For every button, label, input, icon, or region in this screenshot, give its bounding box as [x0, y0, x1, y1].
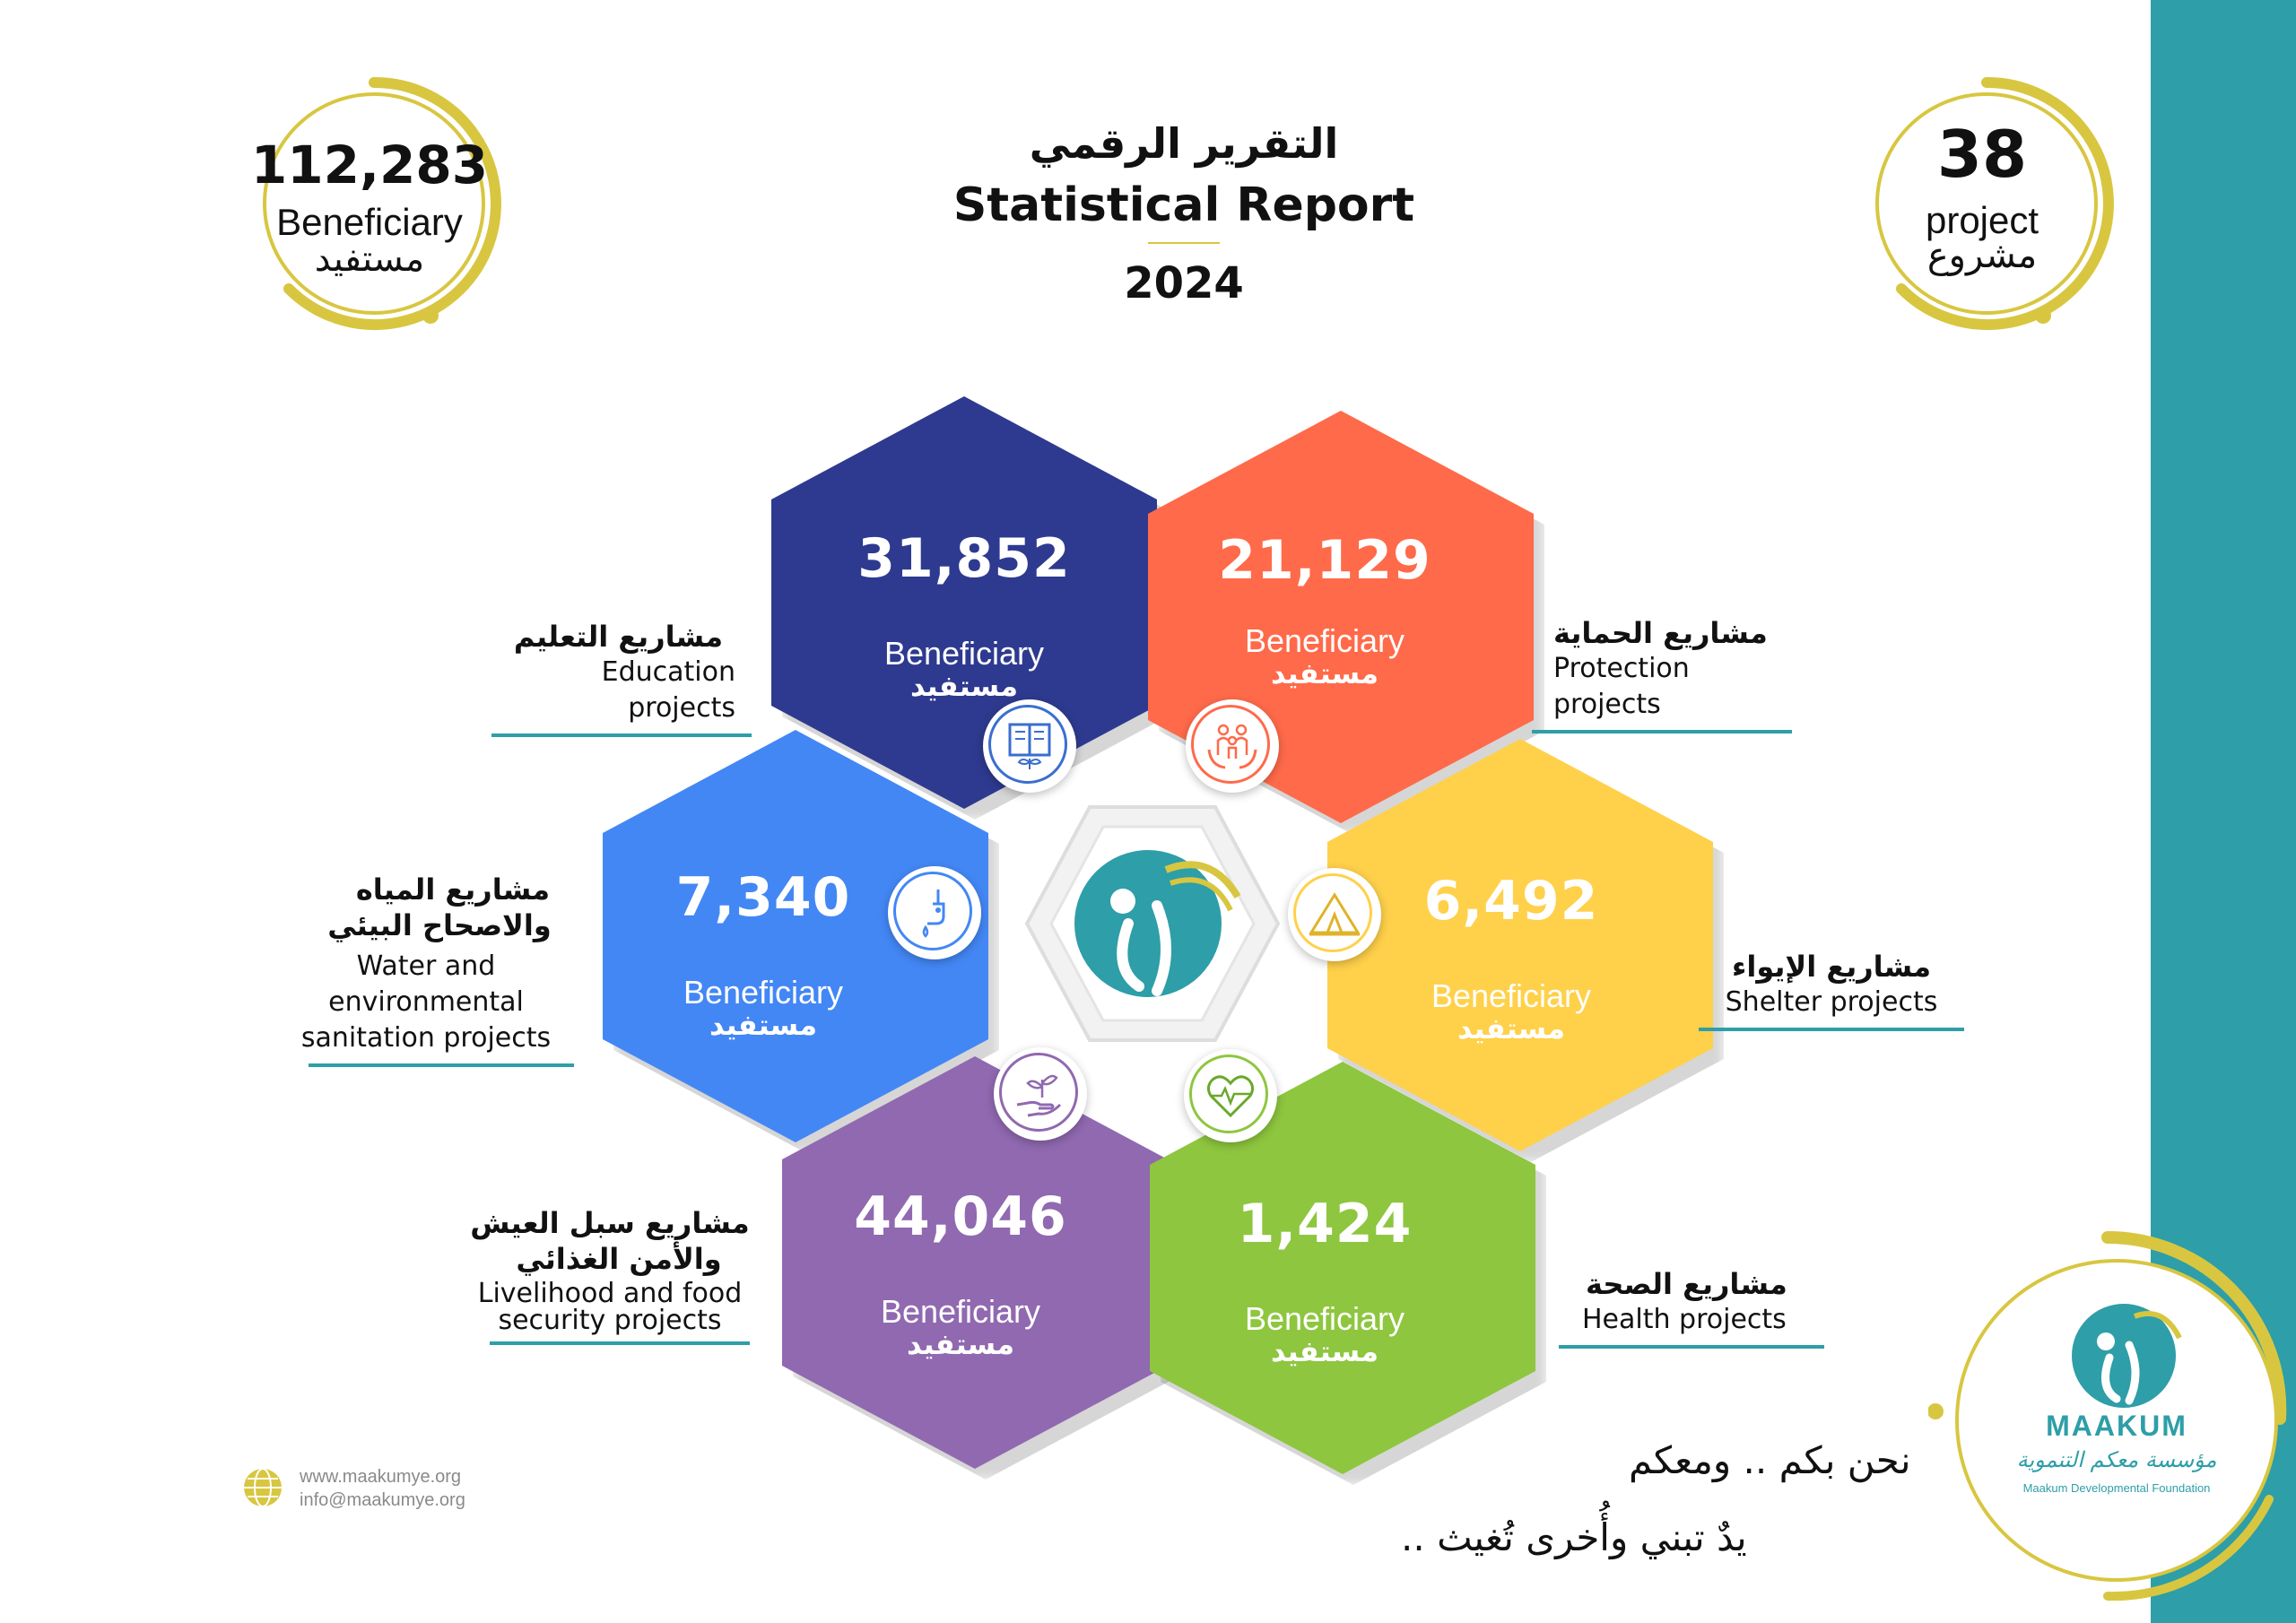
slogan-line-1: نحن بكم .. ومعكم [1629, 1438, 1911, 1482]
heart-pulse-icon [1204, 1069, 1257, 1123]
email-link[interactable]: info@maakumye.org [300, 1490, 465, 1510]
total-projects-badge [1848, 65, 2126, 343]
title-arabic: التقرير الرقمي [1029, 119, 1339, 168]
shelter-title-en: Shelter projects [1725, 986, 1938, 1018]
label-health [1559, 1266, 1824, 1349]
livelihood-label-en: Beneficiary [880, 1293, 1041, 1330]
livelihood-title-ar-1: مشاريع سبل العيش [470, 1206, 750, 1240]
shelter-value: 6,492 [1423, 870, 1599, 933]
contact-info [300, 1465, 465, 1512]
total-projects-label-en: project [1925, 199, 2039, 241]
hand-plant-icon [1013, 1067, 1067, 1121]
total-projects-value: 38 [1936, 117, 2028, 192]
water-title-en-1: Water and environmental [328, 950, 524, 1018]
shelter-icon-badge [1288, 868, 1381, 961]
label-shelter [1699, 949, 1964, 1031]
label-protection [1532, 615, 1792, 733]
total-beneficiaries-label-ar: مستفيد [314, 239, 425, 280]
water-tap-icon [908, 886, 961, 940]
total-beneficiaries-badge [235, 65, 513, 343]
water-title-en-2: sanitation projects [300, 1022, 552, 1054]
label-underline [1559, 1345, 1824, 1349]
book-plant-icon [1003, 719, 1057, 773]
hex-livelihood-text [768, 1185, 1153, 1361]
family-hands-icon [1205, 719, 1259, 773]
label-underline [1699, 1028, 1964, 1031]
shelter-label-en: Beneficiary [1431, 977, 1592, 1014]
label-education [491, 619, 752, 737]
education-title-en: Education projects [601, 656, 735, 724]
protection-title-en: Protection projects [1553, 653, 1690, 720]
livelihood-title-en-2: security projects [498, 1305, 722, 1336]
education-label-en: Beneficiary [883, 635, 1045, 672]
tent-icon [1308, 888, 1361, 942]
title-english: Statistical Report [952, 178, 1415, 232]
brand-arabic: مؤسسة معكم التنموية [2016, 1447, 2217, 1472]
education-title-ar: مشاريع التعليم [513, 620, 723, 654]
report-title [897, 117, 1471, 312]
center-logo [1022, 798, 1283, 1049]
health-value: 1,424 [1237, 1193, 1413, 1255]
title-divider [1148, 242, 1220, 244]
livelihood-icon-badge [994, 1047, 1087, 1141]
livelihood-title-en-1: Livelihood and food [477, 1278, 743, 1309]
total-projects-label-ar: مشروع [1926, 235, 2038, 276]
health-title-ar: مشاريع الصحة [1586, 1267, 1787, 1301]
title-year: 2024 [1124, 258, 1244, 308]
livelihood-value: 44,046 [854, 1185, 1067, 1248]
globe-icon [242, 1467, 283, 1508]
website-link[interactable]: www.maakumye.org [300, 1467, 462, 1487]
label-underline [491, 733, 752, 737]
education-value: 31,852 [857, 527, 1071, 590]
label-water [269, 872, 583, 1067]
label-underline [490, 1341, 750, 1345]
health-label-ar: مستفيد [1270, 1334, 1378, 1368]
brand-logo-badge [1928, 1230, 2292, 1607]
livelihood-label-ar: مستفيد [906, 1327, 1014, 1361]
education-label-ar: مستفيد [909, 669, 1018, 703]
protection-label-en: Beneficiary [1244, 622, 1405, 659]
brand-english: Maakum Developmental Foundation [2022, 1481, 2211, 1495]
protection-icon-badge [1186, 699, 1279, 793]
protection-label-ar: مستفيد [1270, 656, 1378, 690]
education-icon-badge [983, 699, 1076, 793]
water-label-en: Beneficiary [683, 974, 844, 1011]
hex-education-text [771, 527, 1157, 703]
health-label-en: Beneficiary [1244, 1300, 1405, 1337]
label-underline [309, 1063, 574, 1067]
total-beneficiaries-value: 112,283 [250, 135, 489, 195]
health-title-en: Health projects [1582, 1304, 1787, 1335]
livelihood-title-ar-2: والأمن الغذائي [516, 1242, 722, 1276]
water-title-ar-2: والاصحاح البيئي [327, 908, 552, 942]
hex-health-text [1132, 1193, 1518, 1368]
slogan-line-2: .. يدٌ تبني وأُخرى تُغيث [1401, 1515, 1747, 1559]
water-icon-badge [888, 866, 981, 959]
health-icon-badge [1184, 1049, 1277, 1142]
protection-title-ar: مشاريع الحماية [1553, 616, 1768, 650]
hex-protection-text [1132, 529, 1518, 690]
label-underline [1532, 730, 1792, 733]
protection-value: 21,129 [1218, 529, 1431, 592]
total-beneficiaries-label-en: Beneficiary [276, 201, 463, 243]
water-value: 7,340 [675, 866, 851, 929]
label-livelihood [466, 1205, 753, 1345]
brand-name: MAAKUM [2046, 1410, 2187, 1442]
water-title-ar-1: مشاريع المياه [355, 872, 551, 907]
shelter-title-ar: مشاريع الإيواء [1731, 950, 1932, 984]
shelter-label-ar: مستفيد [1457, 1011, 1565, 1046]
water-label-ar: مستفيد [709, 1008, 817, 1042]
